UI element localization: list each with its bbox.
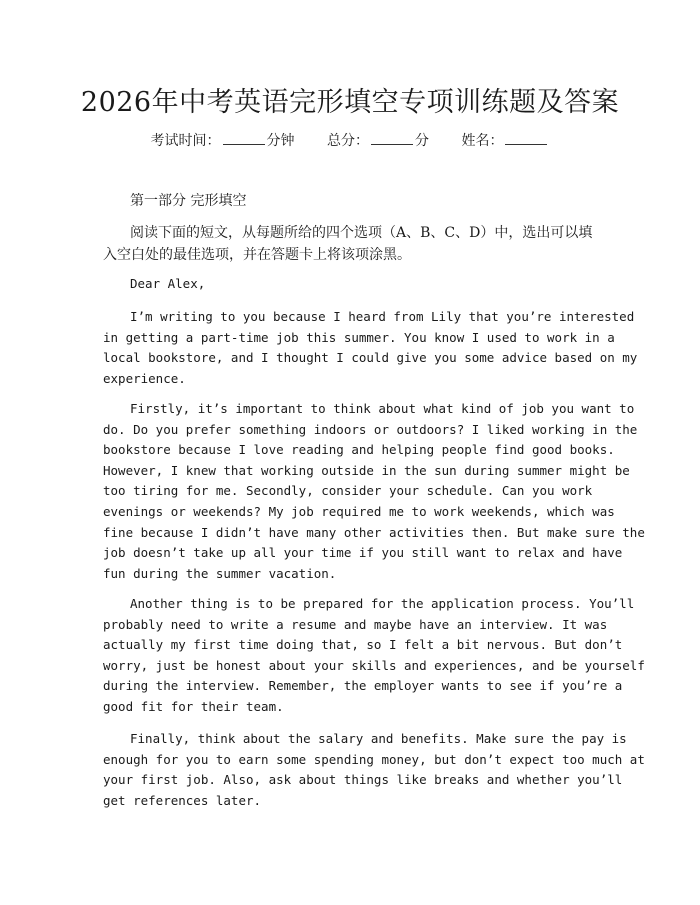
exam-time-field xyxy=(151,133,295,149)
text-line: I’m writing to you because I heard from Lily that you’re interested xyxy=(130,309,635,324)
text-line: local bookstore, and I thought I could give you some advice based on my xyxy=(103,350,638,366)
total-score-label: 总分： xyxy=(327,133,369,149)
text-line: evenings or weekends? My job required me to work weekends, which was xyxy=(103,503,615,519)
total-score-field xyxy=(327,133,429,149)
text-line: actually my first time doing that, so I felt a bit nervous. But don’t xyxy=(103,637,623,653)
total-score-blank xyxy=(371,132,413,145)
text-line: Another thing is to be prepared for the application process. You’ll xyxy=(130,596,635,611)
student-name-field xyxy=(461,133,549,149)
exam-time-unit: 分钟 xyxy=(266,133,295,149)
text-line: worry, just be honest about your skills and experiences, and be yourself xyxy=(103,657,645,673)
text-line: fun during the summer vacation. xyxy=(103,565,337,581)
text-line: job doesn’t take up all your time if you still want to relax and have xyxy=(103,545,623,561)
total-score-unit: 分 xyxy=(415,133,429,149)
exam-info-line xyxy=(0,130,700,150)
text-line: fine because I didn’t have many other activities then. But make sure the xyxy=(103,524,645,540)
text-line: probably need to write a resume and maybe have an interview. It was xyxy=(103,616,608,632)
text-line: enough for you to earn some spending money, but don’t expect too much at xyxy=(103,751,645,767)
section-heading: 第一部分 完形填空 xyxy=(130,193,247,209)
text-line: However, I knew that working outside in the sun during summer might be xyxy=(103,462,630,478)
text-line: do. Do you prefer something indoors or outdoors? I liked working in the xyxy=(103,421,638,437)
letter-salutation: Dear Alex, xyxy=(130,276,206,291)
letter-paragraph-3 xyxy=(103,594,645,718)
letter-paragraph-2 xyxy=(103,399,645,584)
exam-time-blank xyxy=(223,132,265,145)
text-line: in getting a part-time job this summer. You know I used to work in a xyxy=(103,329,615,345)
instructions: 阅读下面的短文，从每题所给的四个选项（A、B、C、D）中，选出可以填入空白处的最佳选项，并在答题卡上将该项涂黑。 xyxy=(103,225,593,263)
text-line: bookstore because I love reading and helping people find good books. xyxy=(103,442,615,458)
student-name-blank xyxy=(505,132,547,145)
text-line: your first job. Also, ask about things like breaks and whether you’ll xyxy=(103,772,623,788)
text-line: good fit for their team. xyxy=(103,698,284,714)
text-line: experience. xyxy=(103,370,186,386)
student-name-label: 姓名： xyxy=(461,133,504,149)
letter-paragraph-4 xyxy=(103,729,645,811)
text-line: Finally, think about the salary and benefits. Make sure the pay is xyxy=(130,731,627,746)
text-line: Firstly, it’s important to think about what kind of job you want to xyxy=(130,401,635,416)
text-line: during the interview. Remember, the employer wants to see if you’re a xyxy=(103,678,623,694)
text-line: too tiring for me. Secondly, consider your schedule. Can you work xyxy=(103,483,593,499)
exam-time-label: 考试时间： xyxy=(150,133,221,149)
document-title: 2026年中考英语完形填空专项训练题及答案 xyxy=(80,87,620,118)
letter-paragraph-1 xyxy=(103,307,637,389)
text-line: get references later. xyxy=(103,792,262,808)
